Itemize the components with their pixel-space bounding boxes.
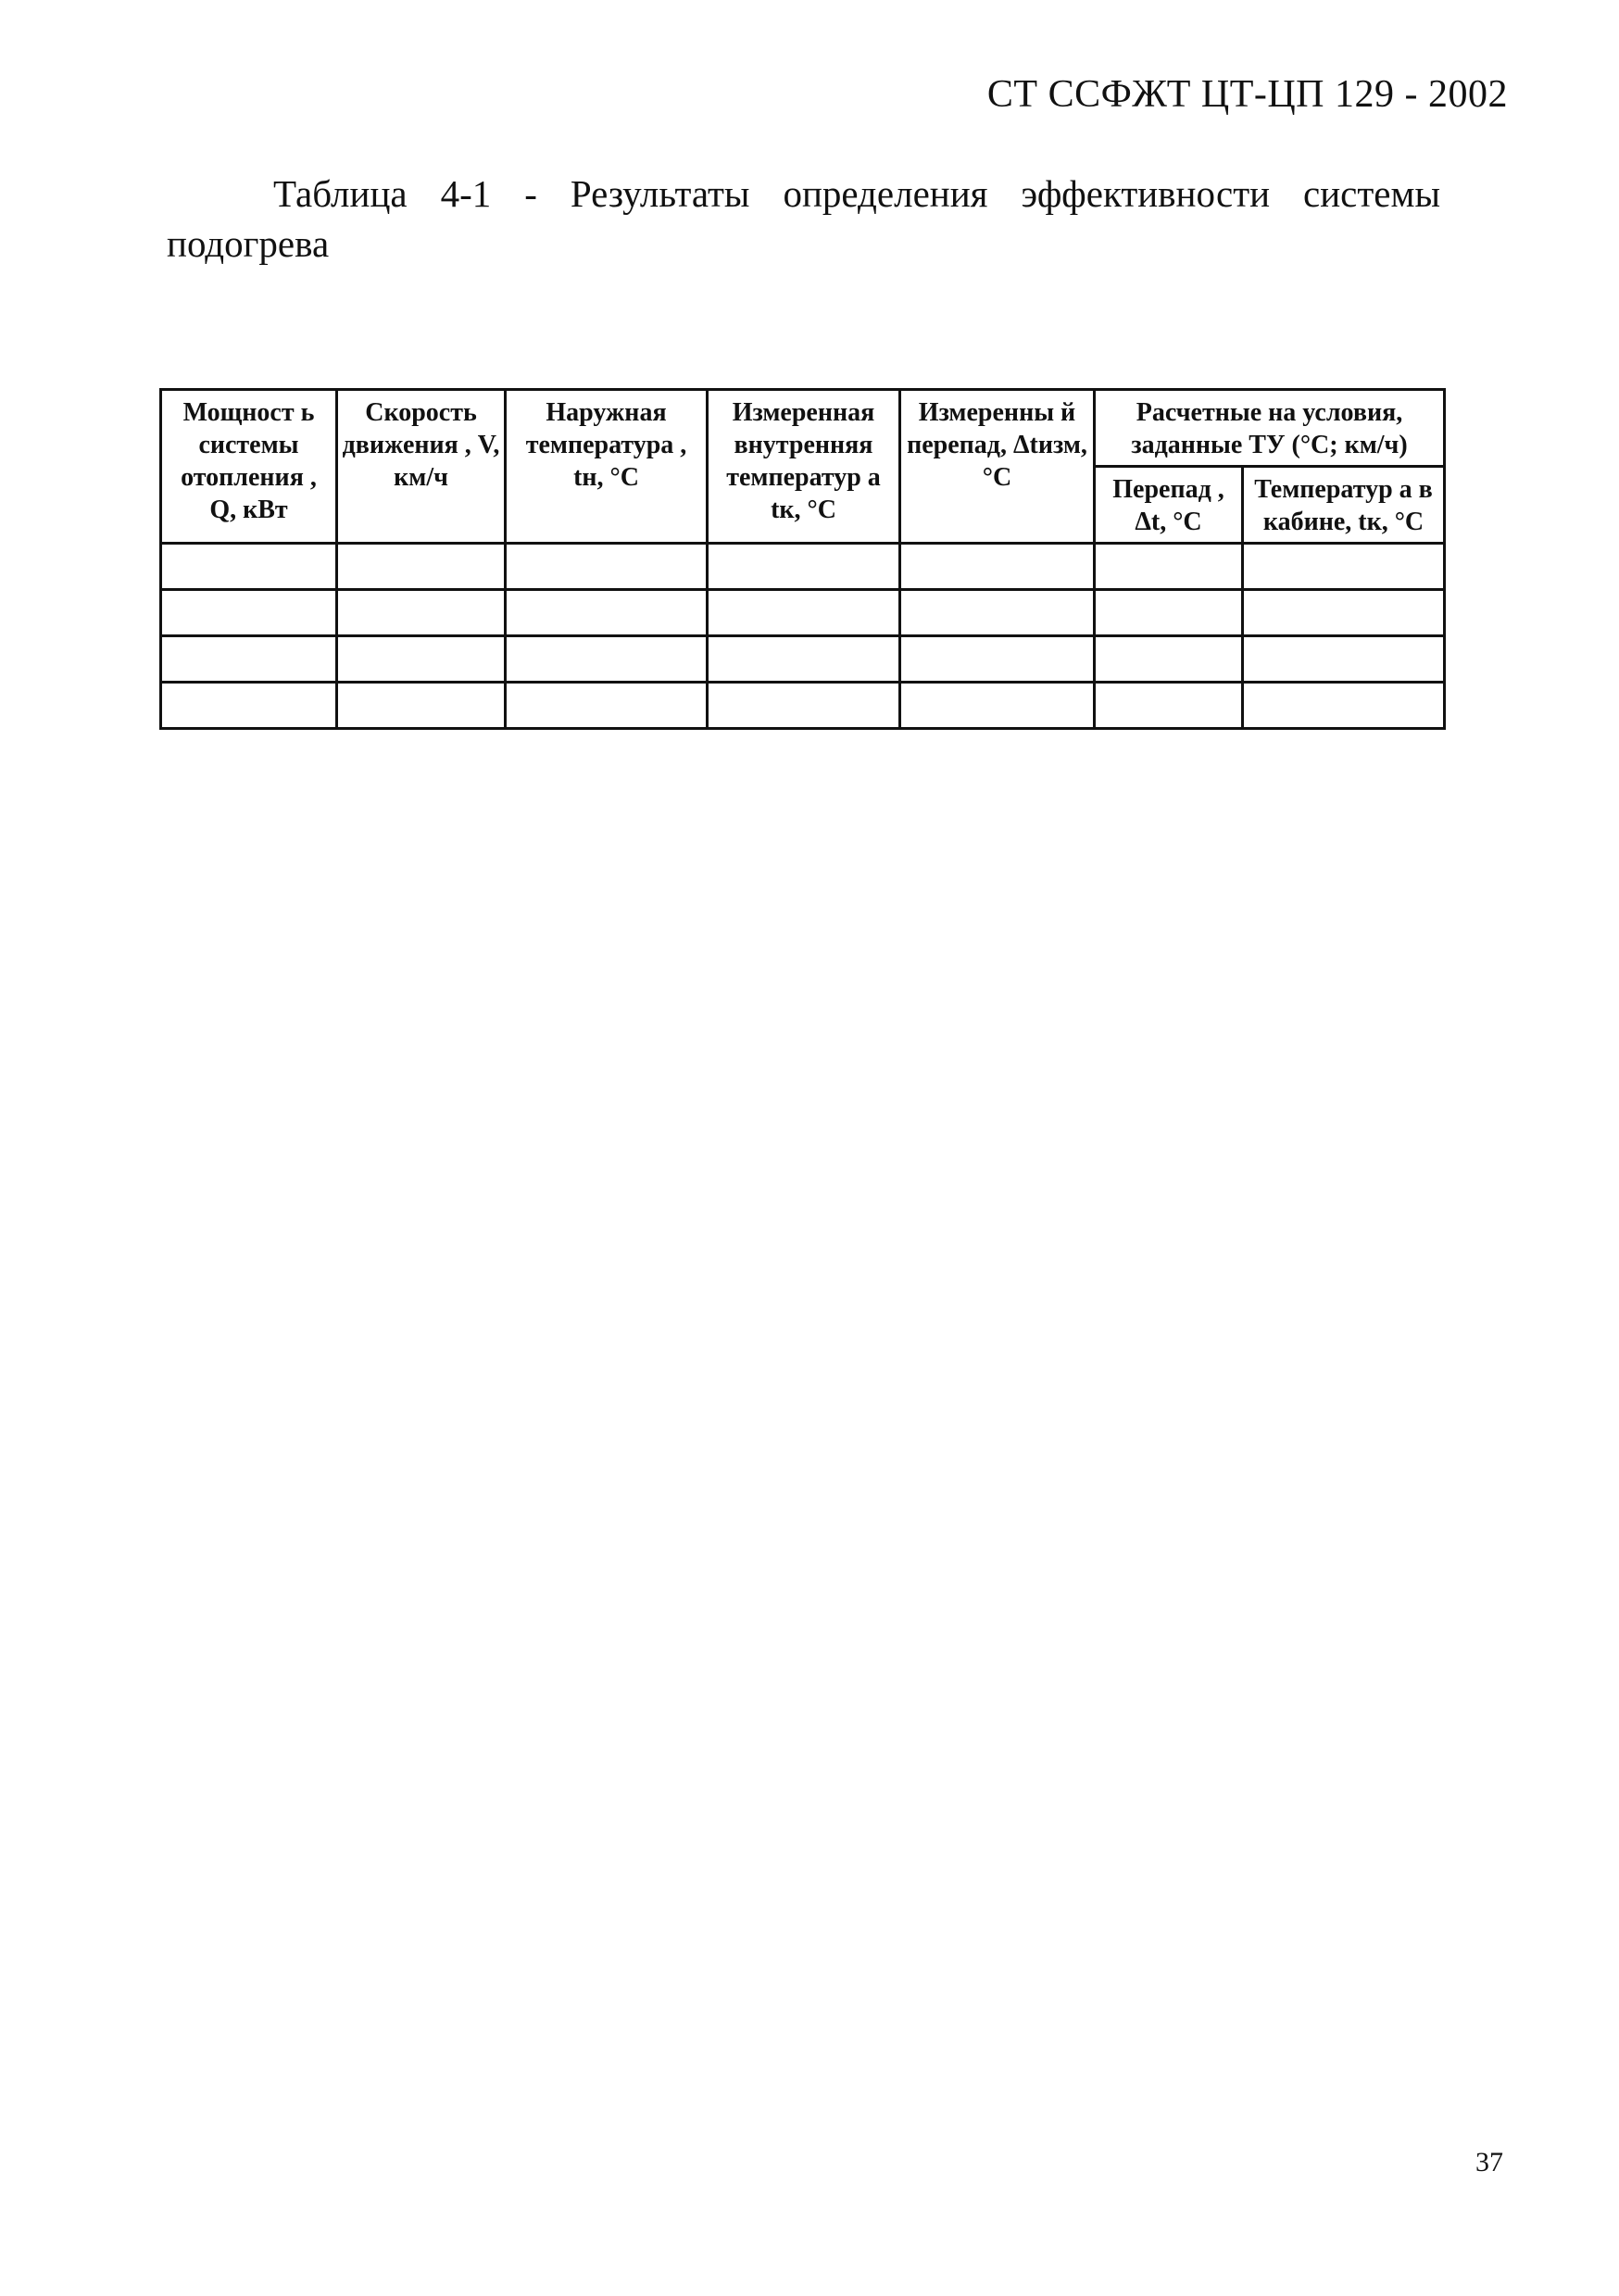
table-cell <box>1095 636 1243 683</box>
table-row <box>161 544 1445 590</box>
table-cell <box>506 636 708 683</box>
table-cell <box>708 590 900 636</box>
results-table <box>159 388 1446 730</box>
table-cell <box>161 636 337 683</box>
table-cell <box>161 544 337 590</box>
table-cell <box>708 683 900 729</box>
table-caption <box>167 169 1440 269</box>
table-cell <box>1095 544 1243 590</box>
subcolumn-header-difference: Перепад , Δt, °C <box>1095 467 1243 544</box>
column-header-measured-inside-temperature: Измеренная внутренняя температур а tк, °C <box>708 390 900 544</box>
table-cell <box>708 544 900 590</box>
table-cell <box>900 636 1095 683</box>
table-row <box>161 636 1445 683</box>
table-cell <box>506 544 708 590</box>
table-cell <box>1243 590 1445 636</box>
table-cell <box>900 683 1095 729</box>
column-header-speed: Скорость движения , V, км/ч <box>337 390 506 544</box>
table-cell <box>1095 590 1243 636</box>
table-cell <box>1243 683 1445 729</box>
column-header-measured-difference: Измеренны й перепад, Δtизм, °C <box>900 390 1095 544</box>
table-cell <box>506 683 708 729</box>
table-cell <box>337 590 506 636</box>
table-cell <box>161 683 337 729</box>
page-number: 37 <box>1475 2147 1503 2177</box>
group-header-calculated: Расчетные на условия, заданные ТУ (°C; км/ч) <box>1095 390 1445 467</box>
subcolumn-header-cabin-temperature: Температур а в кабине, tк, °C <box>1243 467 1445 544</box>
table-cell <box>708 636 900 683</box>
table-cell <box>337 544 506 590</box>
table-cell <box>337 636 506 683</box>
document-code: СТ ССФЖТ ЦТ-ЦП 129 - 2002 <box>986 73 1508 116</box>
table-cell <box>161 590 337 636</box>
table-body <box>161 544 1445 729</box>
table-cell <box>1243 544 1445 590</box>
column-header-heating-power: Мощност ь системы отопления , Q, кВт <box>161 390 337 544</box>
caption-line-2: подогрева <box>167 222 330 265</box>
table-cell <box>900 544 1095 590</box>
header-row-1 <box>161 390 1445 467</box>
column-header-outside-temperature: Наружная температура , tн, °C <box>506 390 708 544</box>
table-cell <box>1243 636 1445 683</box>
table-cell <box>900 590 1095 636</box>
table-row <box>161 590 1445 636</box>
table-cell <box>1095 683 1243 729</box>
table-row <box>161 683 1445 729</box>
caption-line-1: Таблица 4-1 - Результаты определения эффективности системы <box>273 172 1440 215</box>
table-cell <box>506 590 708 636</box>
table-cell <box>337 683 506 729</box>
